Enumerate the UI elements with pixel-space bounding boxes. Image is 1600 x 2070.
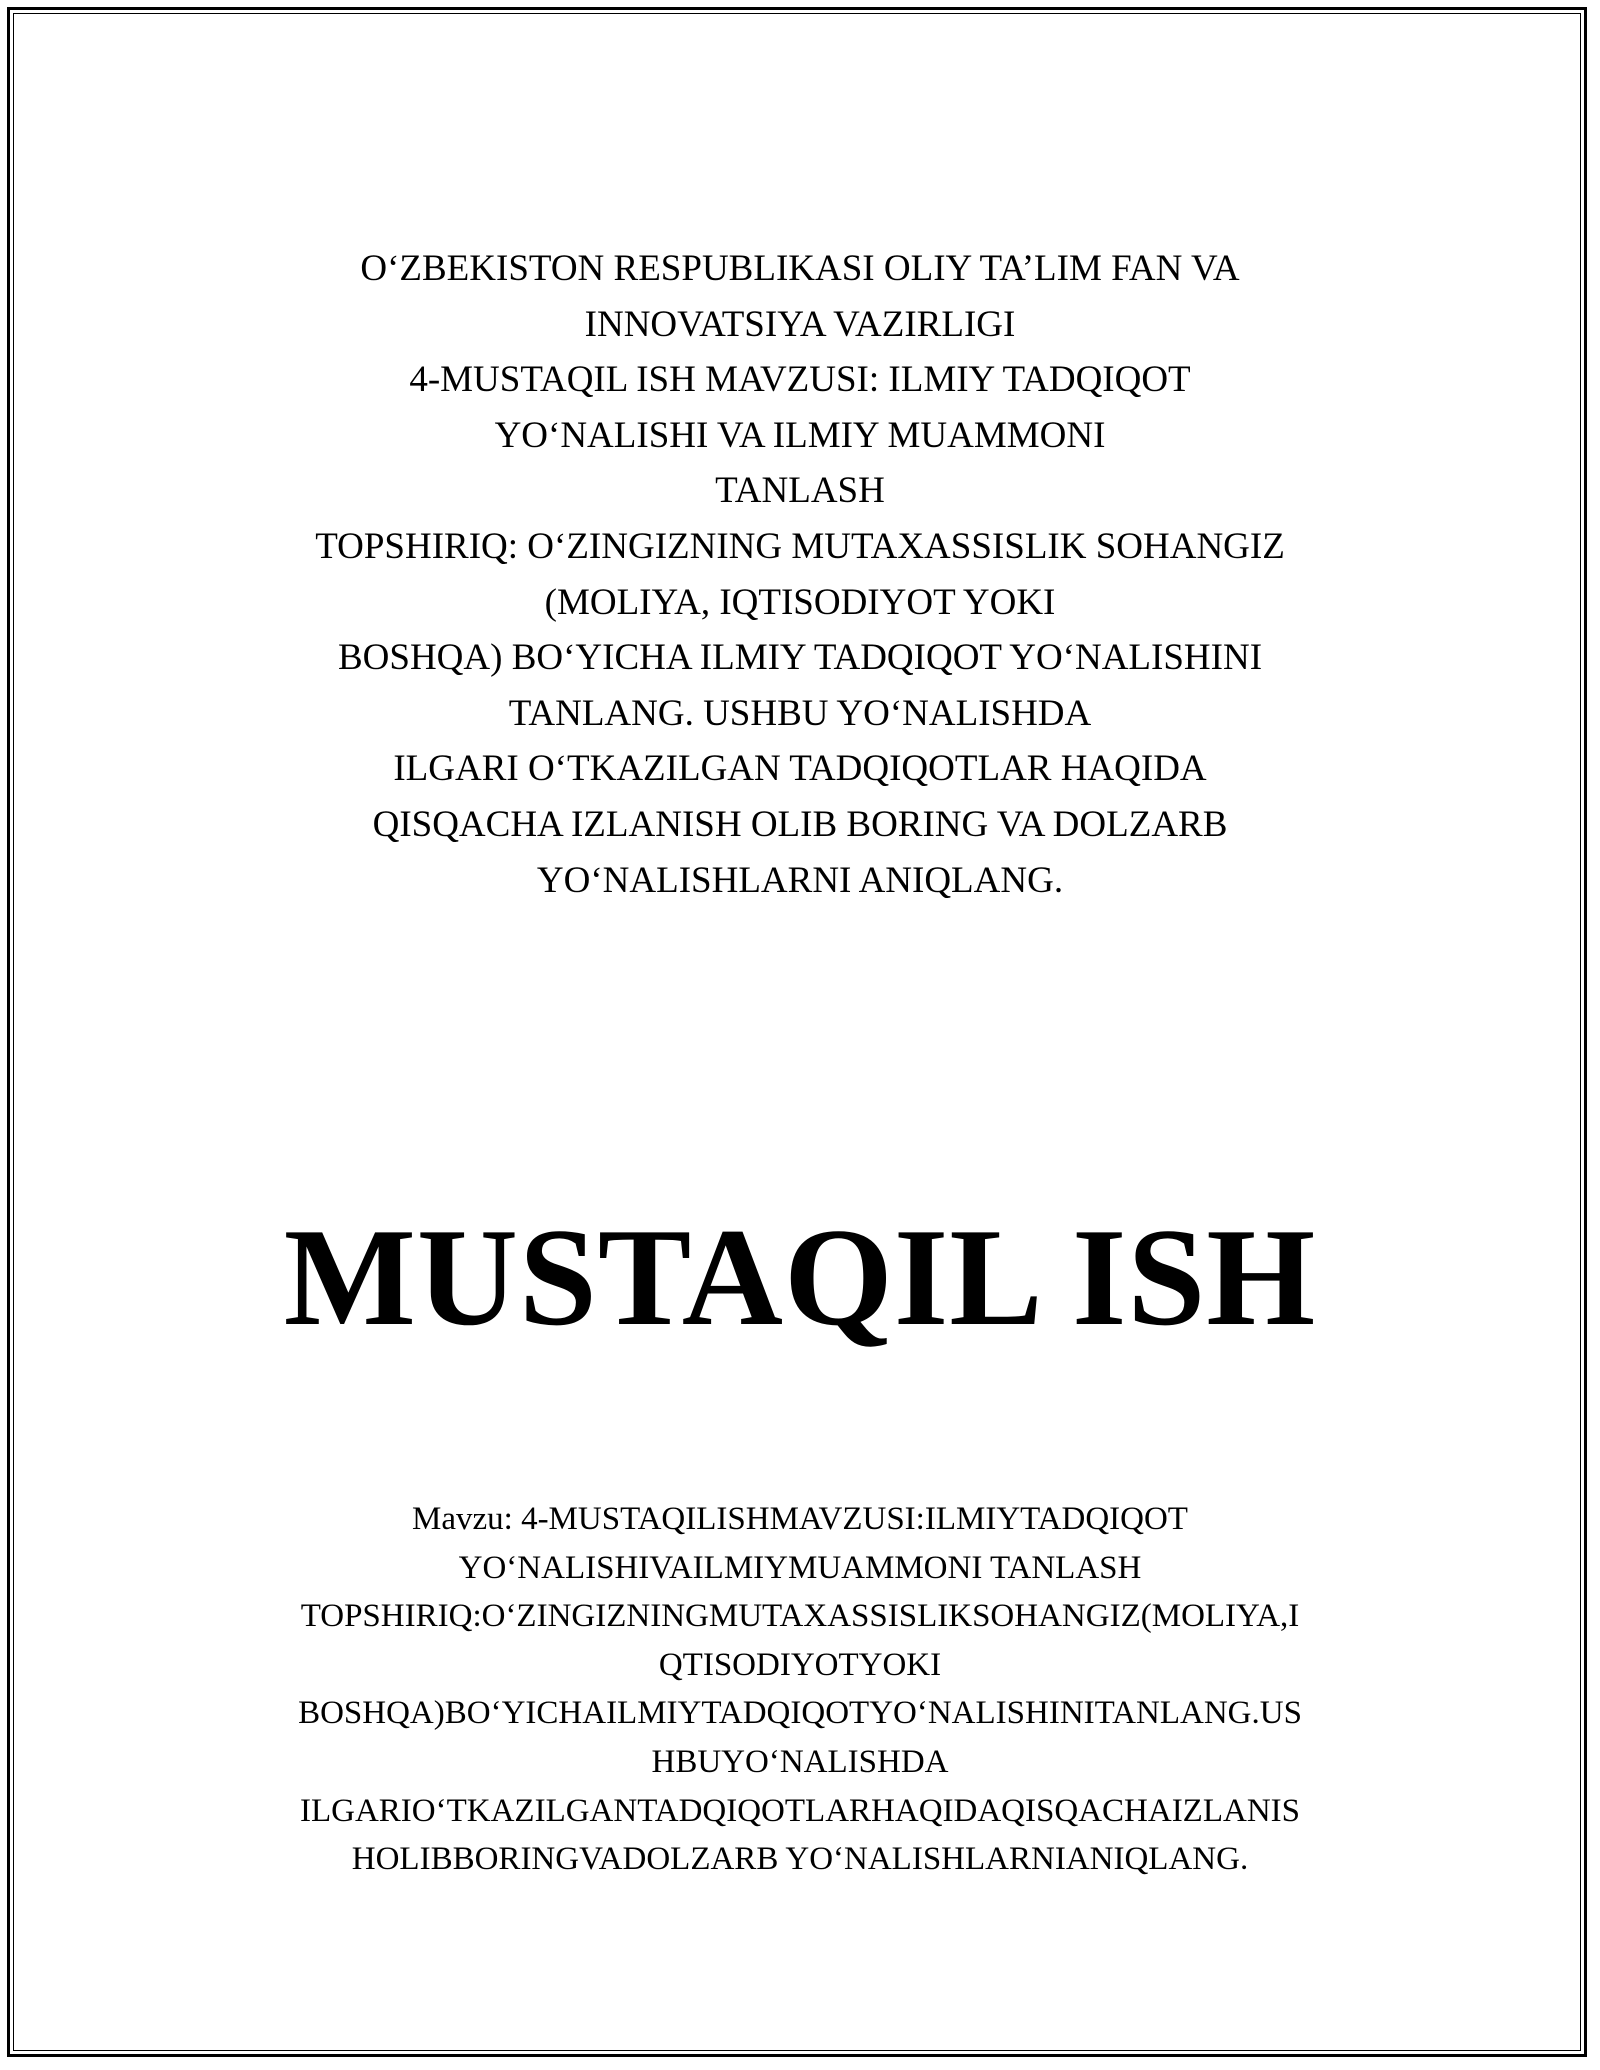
header-line: ILGARI O‘TKAZILGAN TADQIQOTLAR HAQIDA bbox=[393, 748, 1207, 790]
subject-line: HBUYO‘NALISHDA bbox=[651, 1743, 949, 1780]
subject-line: QTISODIYOTYOKI bbox=[658, 1646, 942, 1683]
subject-line: BOSHQA)BO‘YICHAILMIYTADQIQOTYO‘NALISHINITANLANG.US bbox=[298, 1695, 1302, 1732]
header-line: BOSHQA) BO‘YICHA ILMIY TADQIQOT YO‘NALISHINI bbox=[337, 637, 1263, 679]
title-block bbox=[0, 1198, 1600, 1358]
subject-line: TOPSHIRIQ:O‘ZINGIZNINGMUTAXASSISLIKSOHANGIZ(MOLIYA,I bbox=[300, 1598, 1300, 1635]
subject-line: YO‘NALISHIVAILMIYMUAMMONI TANLASH bbox=[458, 1549, 1142, 1586]
subject-line: ILGARIO‘TKAZILGANTADQIQOTLARHAQIDAQISQACHAIZLANIS bbox=[299, 1792, 1301, 1829]
header-line: TOPSHIRIQ: O‘ZINGIZNING MUTAXASSISLIK SOHANGIZ bbox=[315, 525, 1285, 567]
header-line: (MOLIYA, IQTISODIYOT YOKI bbox=[544, 581, 1056, 623]
header-line: QISQACHA IZLANISH OLIB BORING VA DOLZARB bbox=[372, 803, 1228, 845]
header-line: 4-MUSTAQIL ISH MAVZUSI: ILMIY TADQIQOT bbox=[409, 359, 1191, 401]
header-line: O‘ZBEKISTON RESPUBLIKASI OLIY TA’LIM FAN VA bbox=[360, 248, 1240, 289]
subject-block bbox=[0, 1495, 1600, 1884]
subject-line: HOLIBBORINGVADOLZARB YO‘NALISHLARNIANIQLANG. bbox=[351, 1841, 1249, 1878]
header-line: INNOVATSIYA VAZIRLIGI bbox=[584, 303, 1016, 345]
header-line: YO‘NALISHI VA ILMIY MUAMMONI bbox=[494, 414, 1106, 456]
document-title: MUSTAQIL ISH bbox=[283, 1200, 1317, 1355]
subject-line: Mavzu: 4-MUSTAQILISHMAVZUSI:ILMIYTADQIQOT bbox=[412, 1501, 1188, 1537]
header-line: TANLASH bbox=[715, 470, 885, 512]
header-line: TANLANG. USHBU YO‘NALISHDA bbox=[508, 692, 1092, 734]
header-line: YO‘NALISHLARNI ANIQLANG. bbox=[536, 859, 1064, 901]
header-block bbox=[0, 241, 1600, 908]
